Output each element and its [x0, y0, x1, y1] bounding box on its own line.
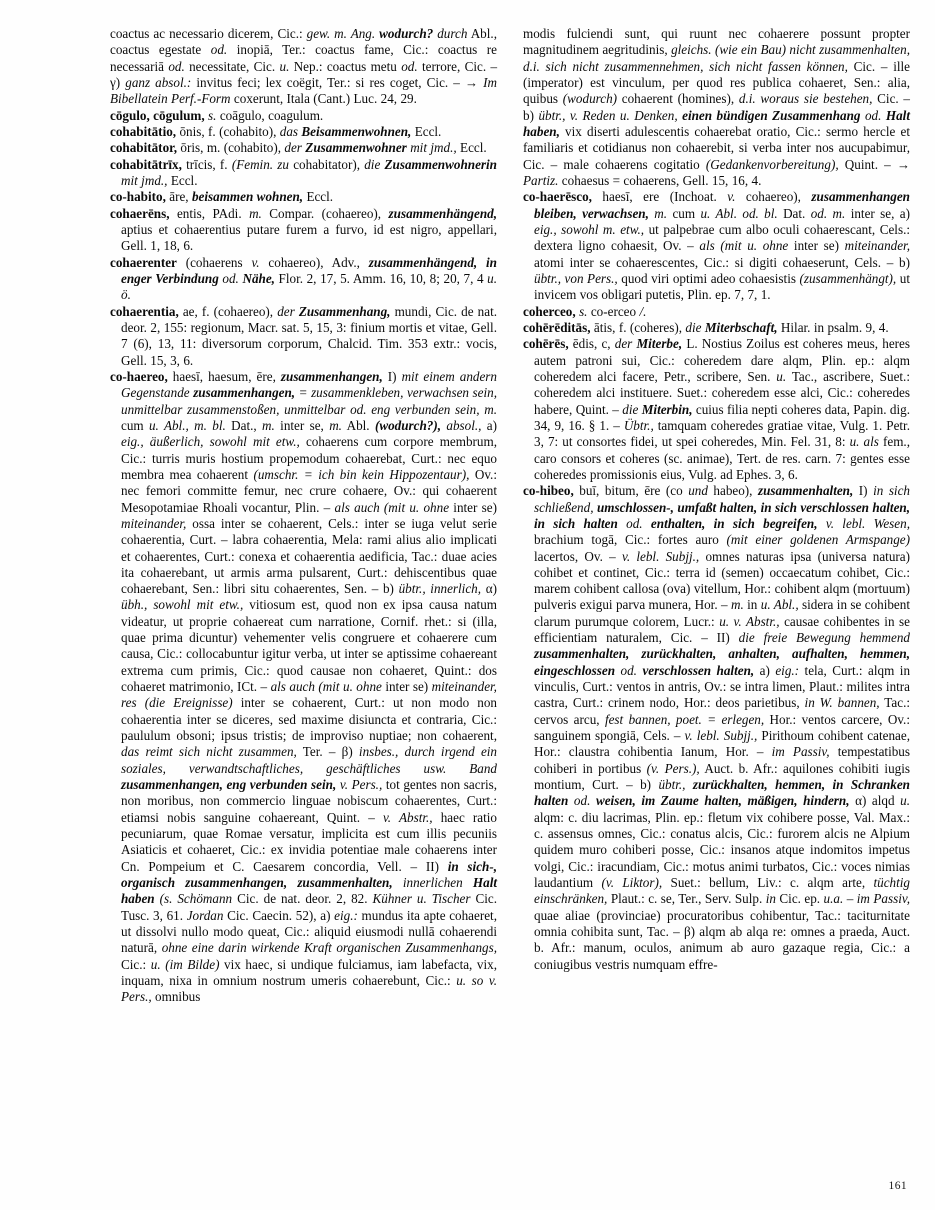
dictionary-entry: cohērēditās, ātis, f. (coheres), die Miterbschaft, Hilar. in psalm. 9, 4.: [523, 319, 889, 335]
two-column-text-body: [110, 26, 910, 1006]
entry-continuation: modis fulciendi sunt, qui ruunt nec cohaerere possunt propter magnitudinem aegritudinis, gleichs. (wie ein Bau) nicht zusammenhalten, d.i. sich nicht zusammennehmen, sich nicht fassen können, Cic. – ille (imperator) est vinculum, per quod res publica cohaeret, Sen.: alia, quibus (wodurch) cohaerent (homines), d.i. woraus sie bestehen, Cic. – b) übtr., v. Reden u. Denken, einen bündigen Zusammenhang od. Halt haben, vix diserti adulescentis cohaerebat oratio, Cic.: sermo hercle et familiaris et cotidianus non cohaerebit, si verba inter nos aucupabimur, Cic. – male cohaerens cogitatio (Gedankenvorbereitung), Quint. – → Partiz. cohaesus = cohaerens, Gell. 15, 16, 4.: [523, 26, 910, 188]
dictionary-entry: cohērēs, ēdis, c, der Miterbe, L. Nostius Zoilus est coheres meus, heres autem patroni sui, Cic.: coheredem dare alqm, Plin. ep.: alqm coheredem alci facere, Petr., scribere, Sen. u. Tac., ascribere, Suet.: coheredem alci instituere. Suet.: coheredem esse alci, Cic.: coheredes habere, Quint. – die Miterbin, cuius filia nepti coheres data, Papin. dig. 34, 9, 16. § 1. – Übtr., tamquam coheredes gratiae vitae, Vulg. 1. Petr. 3, 7: ut consortes fidei, ut spei coheredes, Min. Fel. 31, 8: u. als fem., caro consors et coheres (sc. animae), Tert. de res. carn. 7: gentes esse coheredes promissionis eius, Vulg. ad Ephes. 3, 6.: [523, 336, 910, 482]
dictionary-entry: cohaerenter (cohaerens v. cohaereo), Adv., zusammenhängend, in enger Verbindung od. Nähe, Flor. 2, 17, 5. Amm. 16, 10, 8; 20, 7, 4 u. ö.: [110, 254, 498, 303]
dictionary-entry: cohabitātrīx, trīcis, f. (Femin. zu cohabitator), die Zusammenwohnerin mit jmd., Eccl.: [110, 156, 497, 188]
dictionary-entry: co-habito, āre, beisammen wohnen, Eccl.: [110, 189, 334, 205]
entry-continuation: coactus ac necessario dicerem, Cic.: gew. m. Ang. wodurch? durch Abl., coactus egestate od. inopiā, Ter.: coactus fame, Cic.: coactus re necessariā od. necessitate, Cic. u. Nep.: coactus metu od. terrore, Cic. – γ) ganz absol.: invitus feci; lex coëgit, Ter.: si res coget, Cic. – → Im Bibellatein Perf.-Form coxerunt, Itala (Cant.) Luc. 24, 29.: [110, 26, 498, 107]
dictionary-entry: cohaerentia, ae, f. (cohaereo), der Zusammenhang, mundi, Cic. de nat. deor. 2, 155: regionum, Macr. sat. 5, 15, 3: finium mortis et vitae, Gell. 7 (6), 13, 11: diversorum corporum, Chalcid. Tim. 353 extr.: vocis, Gell. 15, 3, 6.: [110, 303, 498, 368]
left-text-column: [110, 26, 497, 1006]
dictionary-entry: co-haereo, haesī, haesum, ēre, zusammenhangen, I) mit einem andern Gegenstande zusammenhangen, = zusammenkleben, verwachsen sein, unmittelbar zusammenstoßen, unmittelbar od. eng verbunden sein, m. cum u. Abl., m. bl. Dat., m. inter se, m. Abl. (wodurch?), absol., a) eig., äußerlich, sowohl mit etw., cohaerens cum corpore membrum, Cic.: turris muris hostium propemodum cohaerebat, Curt.: nec equo membra mea cohaerent (umschr. = ich bin kein Hippozentaur), Ov.: nec femori committe femur, nec crure cohaere, Ov.: qui cohaerent Mesopotamiae Rhoali vocantur, Plin. – als auch (mit u. ohne inter se) miteinander, ossa inter se cohaerent, Cels.: inter se iuga velut serie cohaerentia, Curt. – labra cohaerentia, Mela: rami alius alio implicati et cohaerentes, Curt.: conexa et cohaerentia aedificia, Tac.: duae acies ita cohaerebant, ut armis arma pulsarent, Curt.: dehiscentibus quae cohaerebant, Sen.: libri situ cohaerentes, Sen. – b) übtr., innerlich, α) übh., sowohl mit etw., vitiosum est, quod non ex ipsa causa natum videatur, ut proprie cohaereat cum narratione, Cornif. rhet.: si (illa, quae prima dicuntur) vehementer velis congruere et cohaerere cum causa, Cic.: collocabuntur igitur verba, ut inter se aptissime cohaereant extrema cum primis, Cic.: quod causae non cohaeret, Quint.: dos cohaeret matrimonio, ICt. – als auch (mit u. ohne inter se) miteinander, res (die Ereignisse) inter se cohaerent, Curt.: ut non modo non cohaerentia inter se diceres, sed maxime disiuncta et contraria, Cic.: paululum obsoni; ipsus tristis; de improviso nuptiae; non cohaerent, das reimt sich nicht zusammen, Ter. – β) insbes., durch irgend ein soziales, verwandtschaftliches, geschäftliches usw. Band zusammenhangen, eng verbunden sein, v. Pers., tot gentes non sacris, non moribus, non commercio linguae nobiscum cohaerentes, Curt.: etiamsi nobis sanguine cohaereant, Quint. – v. Abstr., haec ratio pecuniarum, quae Romae versatur, implicita est cum illis pecuniis Asiaticis et cohaeret, Cic.: ex invidia potentiae male cohaerens inter Cn. Pompeium et C. Caesarem concordia, Vell. – II) in sich-, organisch zusammenhangen, zusammenhalten, innerlichen Halt haben (s. Schömann Cic. de nat. deor. 2, 82. Kühner u. Tischer Cic. Tusc. 3, 61. Jordan Cic. Caecin. 52), a) eig.: mundus ita apte cohaeret, ut dissolvi nullo modo queat, Cic.: aliquid eiusmodi nullā cohaerendi naturā, ohne eine darin wirkende Kraft organischen Zusammenhangs, Cic.: u. (im Bilde) vix haec, si undique fulciamus, iam labefacta, vix, inquam, nixa in omnium nostrum umeris cohaerebunt, Cic.: u. so v. Pers., omnibus: [110, 368, 498, 1005]
dictionary-entry: cōgulo, cōgulum, s. coāgulo, coagulum.: [110, 107, 324, 123]
dictionary-entry: coherceo, s. co-erceo /.: [523, 303, 647, 319]
dictionary-entry: co-hibeo, buī, bitum, ēre (co und habeo), zusammenhalten, I) in sich schließend, umschlossen-, umfaßt halten, in sich verschlossen halten, in sich halten od. enthalten, in sich begreifen, v. lebl. Wesen, brachium togā, Cic.: fortes auro (mit einer goldenen Armspange) lacertos, Ov. – v. lebl. Subjj., omnes naturas ipsa (universa natura) cohibet et continet, Cic.: terra id (semen) occaecatum cohibet, Cic.: marem cohibent callosa (ova) vitellum, Hor.: cohibent alqm (mortuum) pulveris exigui parva munera, Hor. – m. in u. Abl., sidera in se cohibent clarum purumque colorem, Lucr.: u. v. Abstr., causae cohibentes in se efficientiam naturalem, Cic. – II) die freie Bewegung hemmend zusammenhalten, zurückhalten, anhalten, aufhalten, hemmen, eingeschlossen od. verschlossen halten, a) eig.: tela, Curt.: alqm in vinculis, Curt.: ventos in antris, Ov.: se intra limen, Plaut.: milites intra castra, Curt.: crinem nodo, Hor.: deos parietibus, in W. bannen, Tac.: cervos arcu, fest bannen, poet. = erlegen, Hor.: ventos carcere, Ov.: sanguinem spongiā, Cels. – v. lebl. Subjj., Pirithoum cohibent catenae, Hor.: claustra cohibentia Ianum, Hor. – im Passiv, tempestatibus cohiberi in portibus (v. Pers.), Auct. b. Afr.: aquilones cohibiti iugis montium, Curt. – b) übtr., zurückhalten, hemmen, in Schranken halten od. weisen, im Zaume halten, mäßigen, hindern, α) alqd u. alqm: c. diu lacrimas, Plin. ep.: fletum vix cohibere posse, Val. Max.: c. assensus omnes, Cic.: conatus alcis, Cic.: furorem alcis ne Alpium quidem muro cohiberi posse, Cic.: insanos atque indomitos impetus volgi, Cic.: iracundiam, Cic.: motus animi turbatos, Cic.: voces nimias laudantium (v. Liktor), Suet.: bellum, Liv.: c. alqm arte, tüchtig einschränken, Plaut.: c. se, Ter., Serv. Sulp. in Cic. ep. u.a. – im Passiv, quae aliae (provinciae) procuratoribus cohibentur, Tac.: taciturnitate omnia cohibita sunt, Tac. – β) alqm ab alqa re: omnes a praeda, Auct. b. Afr.: manum, oculos, animum ab auro gazaque regia, Cic.: a coniugibus vestris numquam effre-: [523, 483, 911, 972]
dictionary-entry: cohabitātor, ōris, m. (cohabito), der Zusammenwohner mit jmd., Eccl.: [110, 140, 487, 156]
dictionary-entry: cohaerēns, entis, PAdi. m. Compar. (cohaereo), zusammenhängend, aptius et cohaerentius putare furem a furvo, id est nigro, appellari, Gell. 1, 18, 6.: [110, 205, 497, 254]
dictionary-entry: co-haerēsco, haesī, ere (Inchoat. v. cohaereo), zusammenhangen bleiben, verwachsen, m. cum u. Abl. od. bl. Dat. od. m. inter se, a) eig., sowohl m. etw., ut palpebrae cum albo oculi cohaerescant, Cels.: dextera ligno cohaesit, Ov. – als (mit u. ohne inter se) miteinander, atomi inter se cohaerescentes, Cic.: si digiti cohaeserunt, Cels. – b) übtr., von Pers., quod viri optimi adeo cohaesistis (zusammenhängt), ut invicem vos obligari putetis, Plin. ep. 7, 7, 1.: [523, 189, 911, 303]
right-text-column: [523, 26, 910, 1006]
page-number: 161: [888, 1180, 907, 1192]
dictionary-entry: cohabitātio, ōnis, f. (cohabito), das Beisammenwohnen, Eccl.: [110, 123, 442, 139]
